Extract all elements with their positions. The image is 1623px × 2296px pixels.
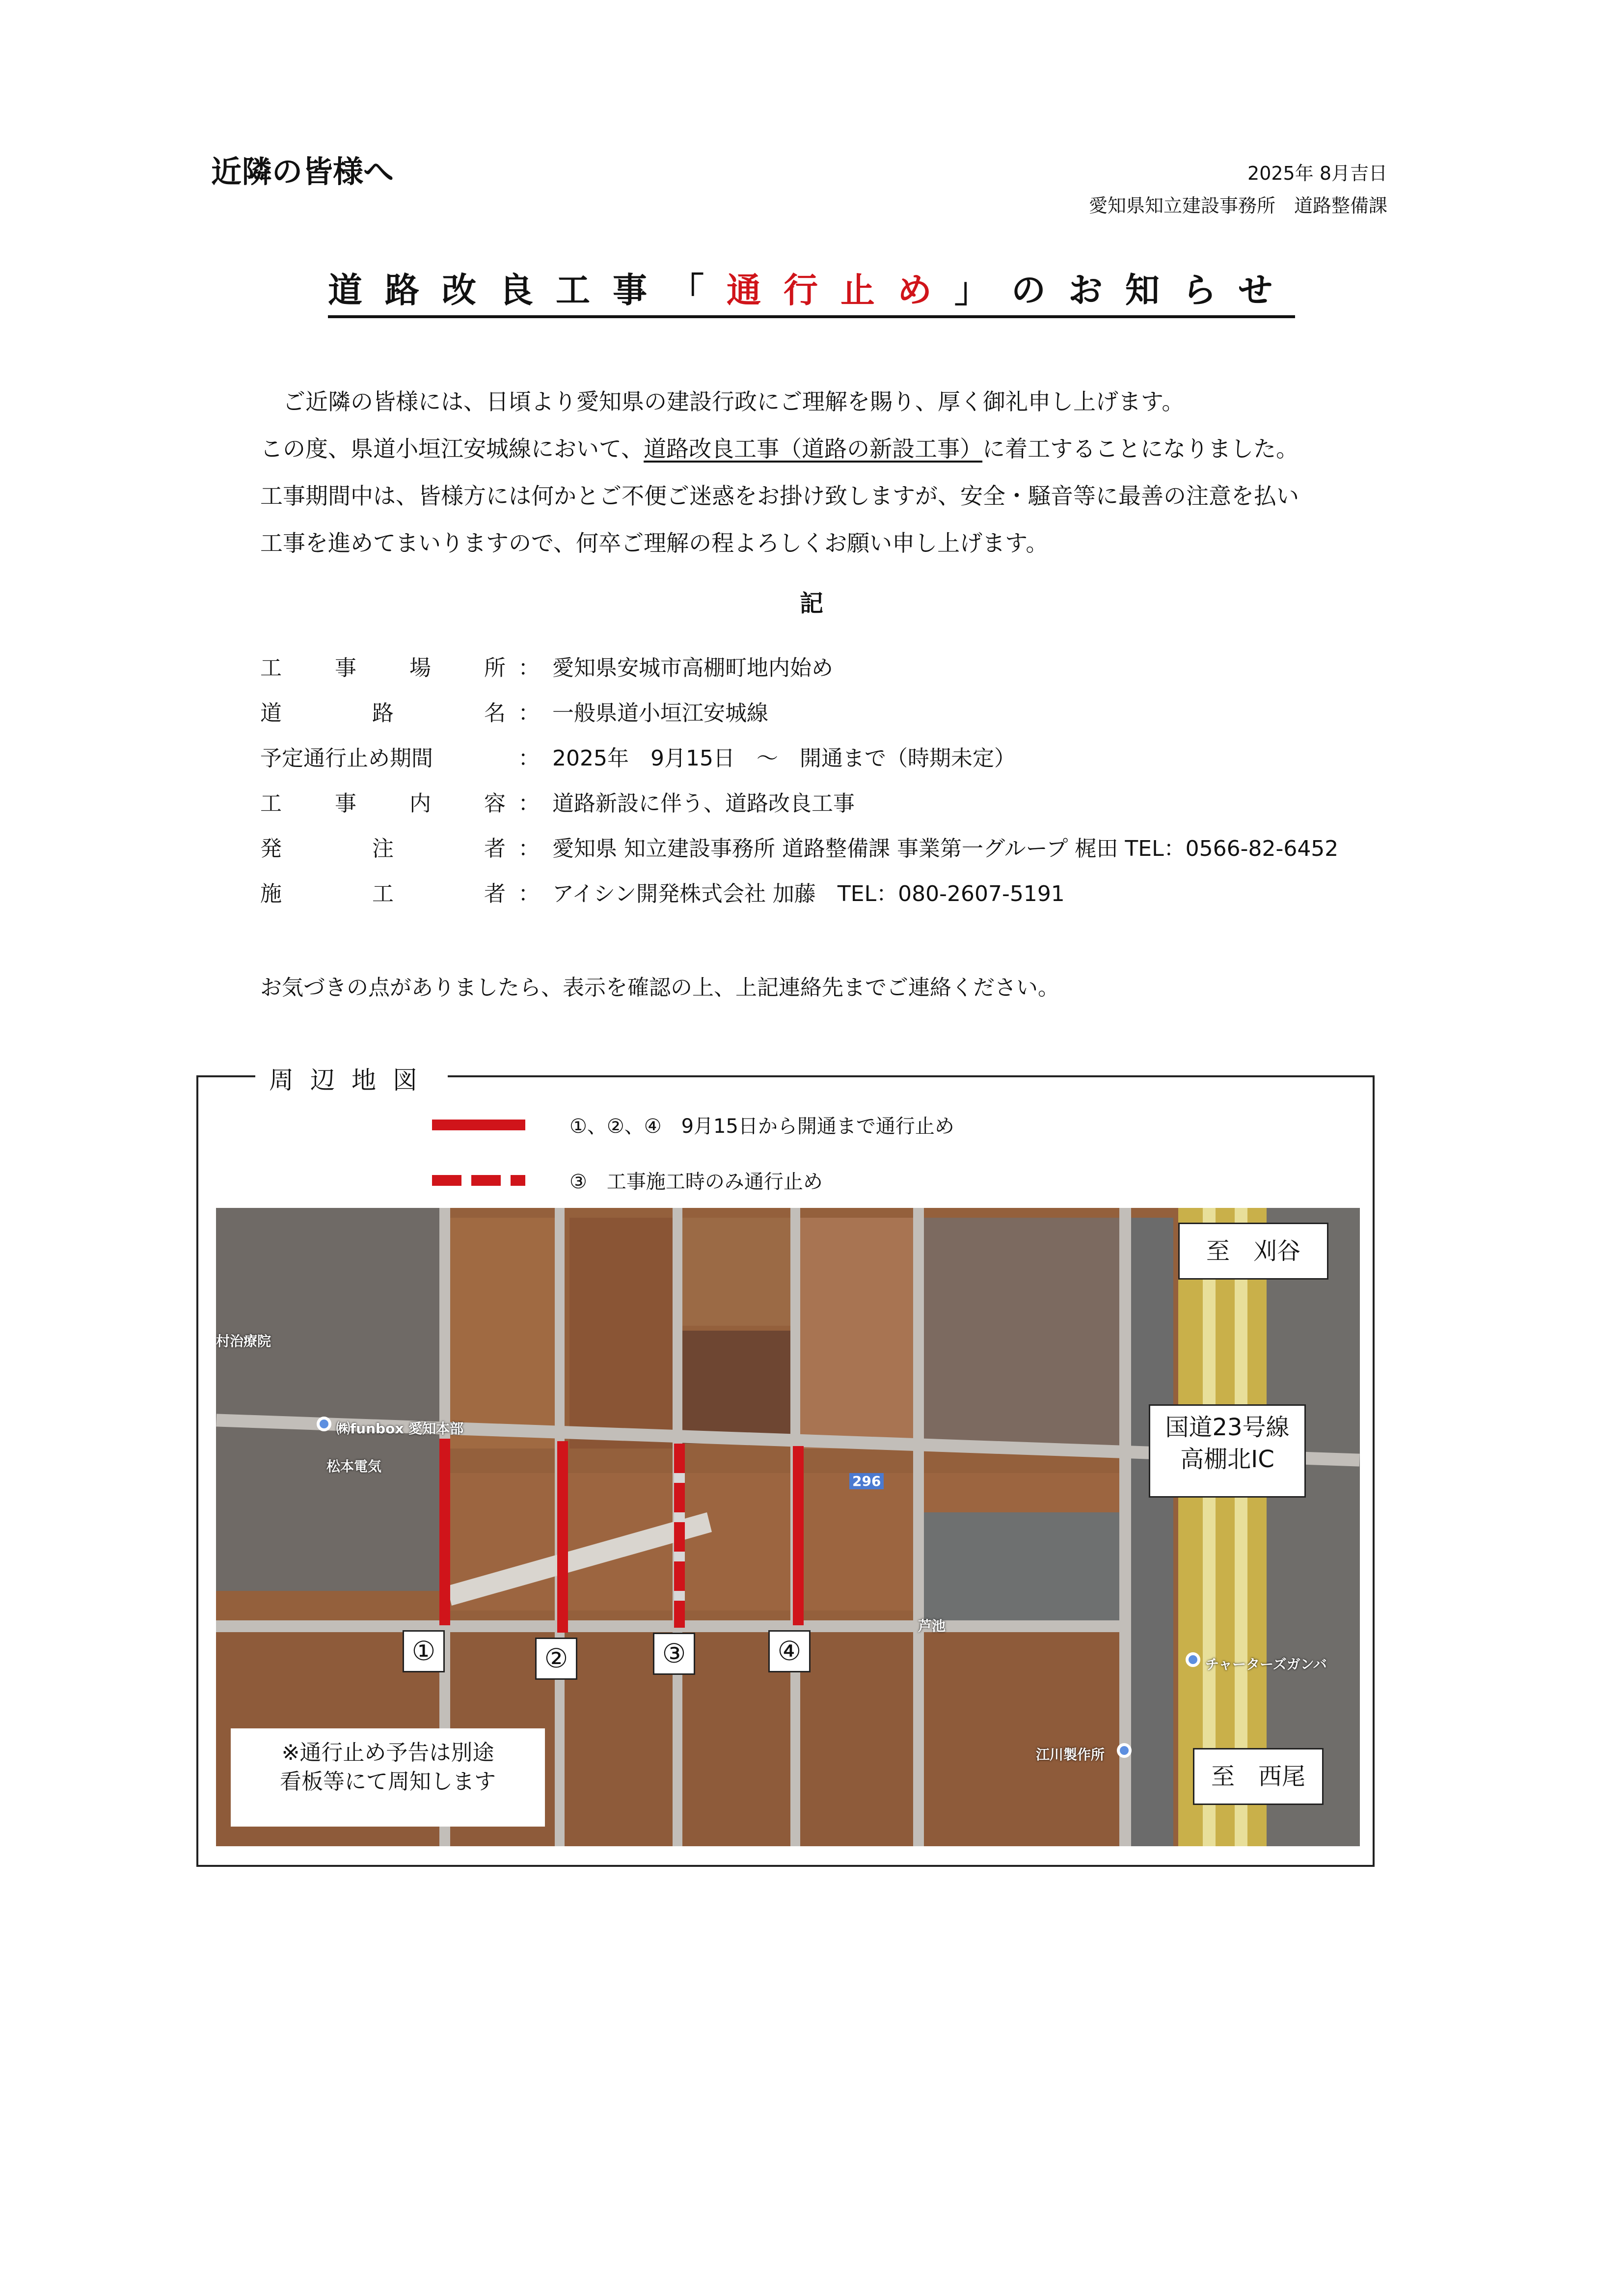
notice-line-2: 看板等にて周知します — [280, 1769, 496, 1795]
detail-value: 一般県道小垣江安城線 — [552, 701, 768, 726]
closure-label-3: ③ — [653, 1633, 695, 1675]
detail-label: 施 工 者 — [260, 881, 506, 906]
title-suffix: 」のお知らせ — [954, 270, 1295, 310]
detail-value: 道路新設に伴う、道路改良工事 — [552, 791, 855, 816]
map-label: 周辺地図 — [255, 1061, 448, 1096]
closure-line-3 — [674, 1444, 685, 1628]
detail-colon: ： — [518, 836, 540, 861]
poi-charter: チャーターズガンバ — [1205, 1656, 1327, 1672]
detail-label: 発 注 者 — [260, 836, 506, 861]
legend-dashed-swatch — [432, 1175, 525, 1186]
notice-box — [231, 1728, 545, 1827]
detail-colon: ： — [518, 701, 540, 726]
closure-line-2 — [557, 1441, 568, 1633]
route-296-badge: 296 — [849, 1473, 884, 1489]
detail-value: 2025年 9月15日 ～ 開通まで（時期未定） — [552, 746, 1016, 771]
notice-line-1: ※通行止め予告は別途 — [281, 1740, 494, 1765]
legend-solid — [432, 1111, 954, 1139]
detail-label: 道 路 名 — [260, 701, 506, 726]
details-list — [260, 643, 1338, 914]
poi-pond: 芦池 — [918, 1618, 946, 1634]
closure-line-4 — [793, 1446, 804, 1625]
poi-funbox: ㈱funbox 愛知本部 — [336, 1421, 464, 1437]
intro-line-2-pre: この度、県道小垣江安城線において、 — [260, 436, 644, 462]
detail-value: 愛知県 知立建設事務所 道路整備課 事業第一グループ 梶田 TEL：0566-82-6452 — [552, 836, 1339, 861]
detail-row — [260, 779, 1338, 824]
poi-charter-pin-icon — [1186, 1652, 1200, 1667]
poi-funbox-pin-icon — [317, 1417, 331, 1431]
detail-colon: ： — [518, 746, 540, 771]
legend-dashed — [432, 1166, 823, 1194]
legend-dashed-text: ③ 工事施工時のみ通行止め — [569, 1171, 823, 1193]
intro-line-4: 工事を進めてまいりますので、何卒ご理解の程よろしくお願い申し上げます。 — [260, 530, 1049, 556]
detail-colon: ： — [518, 881, 540, 906]
poi-egawa: 江川製作所 — [1036, 1747, 1105, 1763]
page-title — [328, 263, 1295, 318]
detail-value: 愛知県安城市高棚町地内始め — [552, 656, 833, 681]
ki-heading: 記 — [799, 590, 823, 617]
to-nishio-sign: 至 西尾 — [1193, 1748, 1324, 1805]
intro-paragraph — [260, 378, 1438, 567]
detail-row — [260, 688, 1338, 734]
intro-line-2 — [260, 425, 1438, 472]
issue-date: 2025年 8月吉日 — [1247, 163, 1387, 184]
detail-row — [260, 643, 1338, 688]
poi-egawa-pin-icon — [1117, 1743, 1132, 1758]
detail-label: 予定通行止め期間 — [260, 746, 433, 771]
contact-note: お気づきの点がありましたら、表示を確認の上、上記連絡先までご連絡ください。 — [260, 975, 1059, 1000]
detail-colon: ： — [518, 791, 540, 816]
legend-solid-swatch — [432, 1120, 525, 1130]
detail-value: アイシン開発株式会社 加藤 TEL：080-2607-5191 — [552, 881, 1065, 906]
title-highlight: 通行止め — [727, 270, 955, 310]
detail-row — [260, 824, 1338, 869]
closure-label-1: ① — [403, 1630, 445, 1672]
detail-row — [260, 734, 1338, 779]
detail-label: 工 事 場 所 — [260, 656, 506, 681]
to-kariya-sign: 至 刈谷 — [1178, 1223, 1328, 1280]
ic-sign — [1149, 1404, 1306, 1498]
legend-solid-text: ①、②、④ 9月15日から開通まで通行止め — [569, 1115, 954, 1138]
poi-matsumoto: 松本電気 — [326, 1458, 382, 1475]
detail-row — [260, 869, 1338, 914]
intro-line-1: ご近隣の皆様には、日頃より愛知県の建設行政にご理解を賜り、厚く御礼申し上げます。 — [283, 388, 1185, 415]
issuer: 愛知県知立建設事務所 道路整備課 — [1088, 195, 1387, 217]
closure-line-1 — [439, 1439, 450, 1625]
detail-colon: ： — [518, 656, 540, 681]
ic-line-1: 国道23号線 — [1165, 1414, 1290, 1441]
closure-label-2: ② — [535, 1638, 577, 1680]
title-prefix: 道路改良工事「 — [328, 270, 727, 310]
intro-line-3: 工事期間中は、皆様方には何かとご不便ご迷惑をお掛け致しますが、安全・騒音等に最善の注意を払い — [260, 483, 1299, 509]
ic-line-2: 高棚北IC — [1180, 1445, 1274, 1473]
intro-line-2-underline: 道路改良工事（道路の新設工事） — [644, 436, 983, 462]
closure-label-4: ④ — [768, 1630, 811, 1672]
greeting: 近隣の皆様へ — [211, 154, 394, 190]
detail-label: 工 事 内 容 — [260, 791, 506, 816]
title-container — [0, 263, 1623, 318]
area-map — [216, 1208, 1360, 1846]
intro-line-2-post: に着工することになりました。 — [982, 436, 1299, 462]
poi-clinic: 村治療院 — [216, 1333, 271, 1349]
